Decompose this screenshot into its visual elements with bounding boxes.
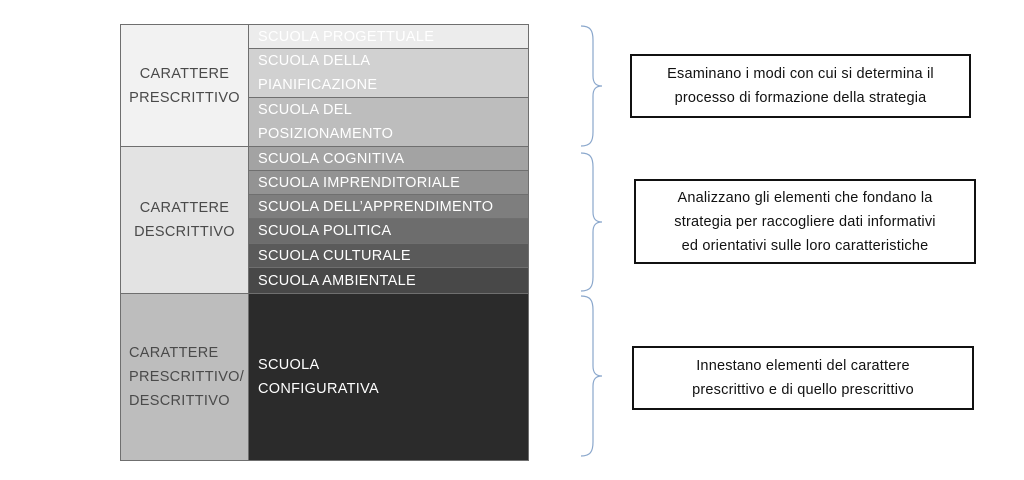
description-box-prescrittivo (630, 54, 971, 118)
category-prescrittivo-descrittivo (120, 293, 249, 461)
category-label: CARATTERE PRESCRITTIVO (129, 65, 240, 106)
category-descrittivo (120, 146, 249, 294)
right-brace-1 (580, 24, 604, 148)
description-box-configurativa (632, 346, 974, 410)
description-box-descrittivo (634, 179, 976, 264)
description-text: Esaminano i modi con cui si determina il processo di formazione della strategia (667, 66, 934, 106)
description-text: Analizzano gli elementi che fondano la strategia per raccogliere dati informativi ed orientativi sulle loro caratteristiche (674, 189, 936, 254)
school-pianificazione (248, 48, 529, 98)
school-ambientale (248, 267, 529, 294)
school-label: SCUOLA CULTURALE (258, 247, 411, 264)
school-label: SCUOLA CONFIGURATIVA (258, 357, 379, 397)
category-label: CARATTERE PRESCRITTIVO/ DESCRITTIVO (129, 345, 245, 409)
school-politica (248, 218, 529, 244)
school-culturale (248, 243, 529, 268)
school-label: SCUOLA COGNITIVA (258, 150, 405, 167)
school-posizionamento (248, 97, 529, 147)
right-brace-3 (580, 294, 604, 458)
school-label: SCUOLA DELL’APPRENDIMENTO (258, 198, 494, 215)
school-cognitiva (248, 146, 529, 171)
right-brace-2 (580, 151, 604, 293)
description-text: Innestano elementi del carattere prescrittivo e di quello prescrittivo (692, 358, 914, 398)
school-label: SCUOLA PROGETTUALE (258, 28, 435, 45)
school-label: SCUOLA IMPRENDITORIALE (258, 174, 461, 191)
school-progettuale (248, 24, 529, 49)
category-label: CARATTERE DESCRITTIVO (134, 200, 235, 240)
category-prescrittivo (120, 24, 249, 147)
school-label: SCUOLA POLITICA (258, 223, 392, 239)
school-label: SCUOLA DELLA PIANIFICAZIONE (258, 53, 378, 93)
school-label: SCUOLA AMBIENTALE (258, 272, 416, 289)
school-label: SCUOLA DEL POSIZIONAMENTO (258, 102, 394, 142)
school-configurativa (248, 293, 529, 461)
school-imprenditoriale (248, 170, 529, 195)
school-apprendimento (248, 194, 529, 219)
